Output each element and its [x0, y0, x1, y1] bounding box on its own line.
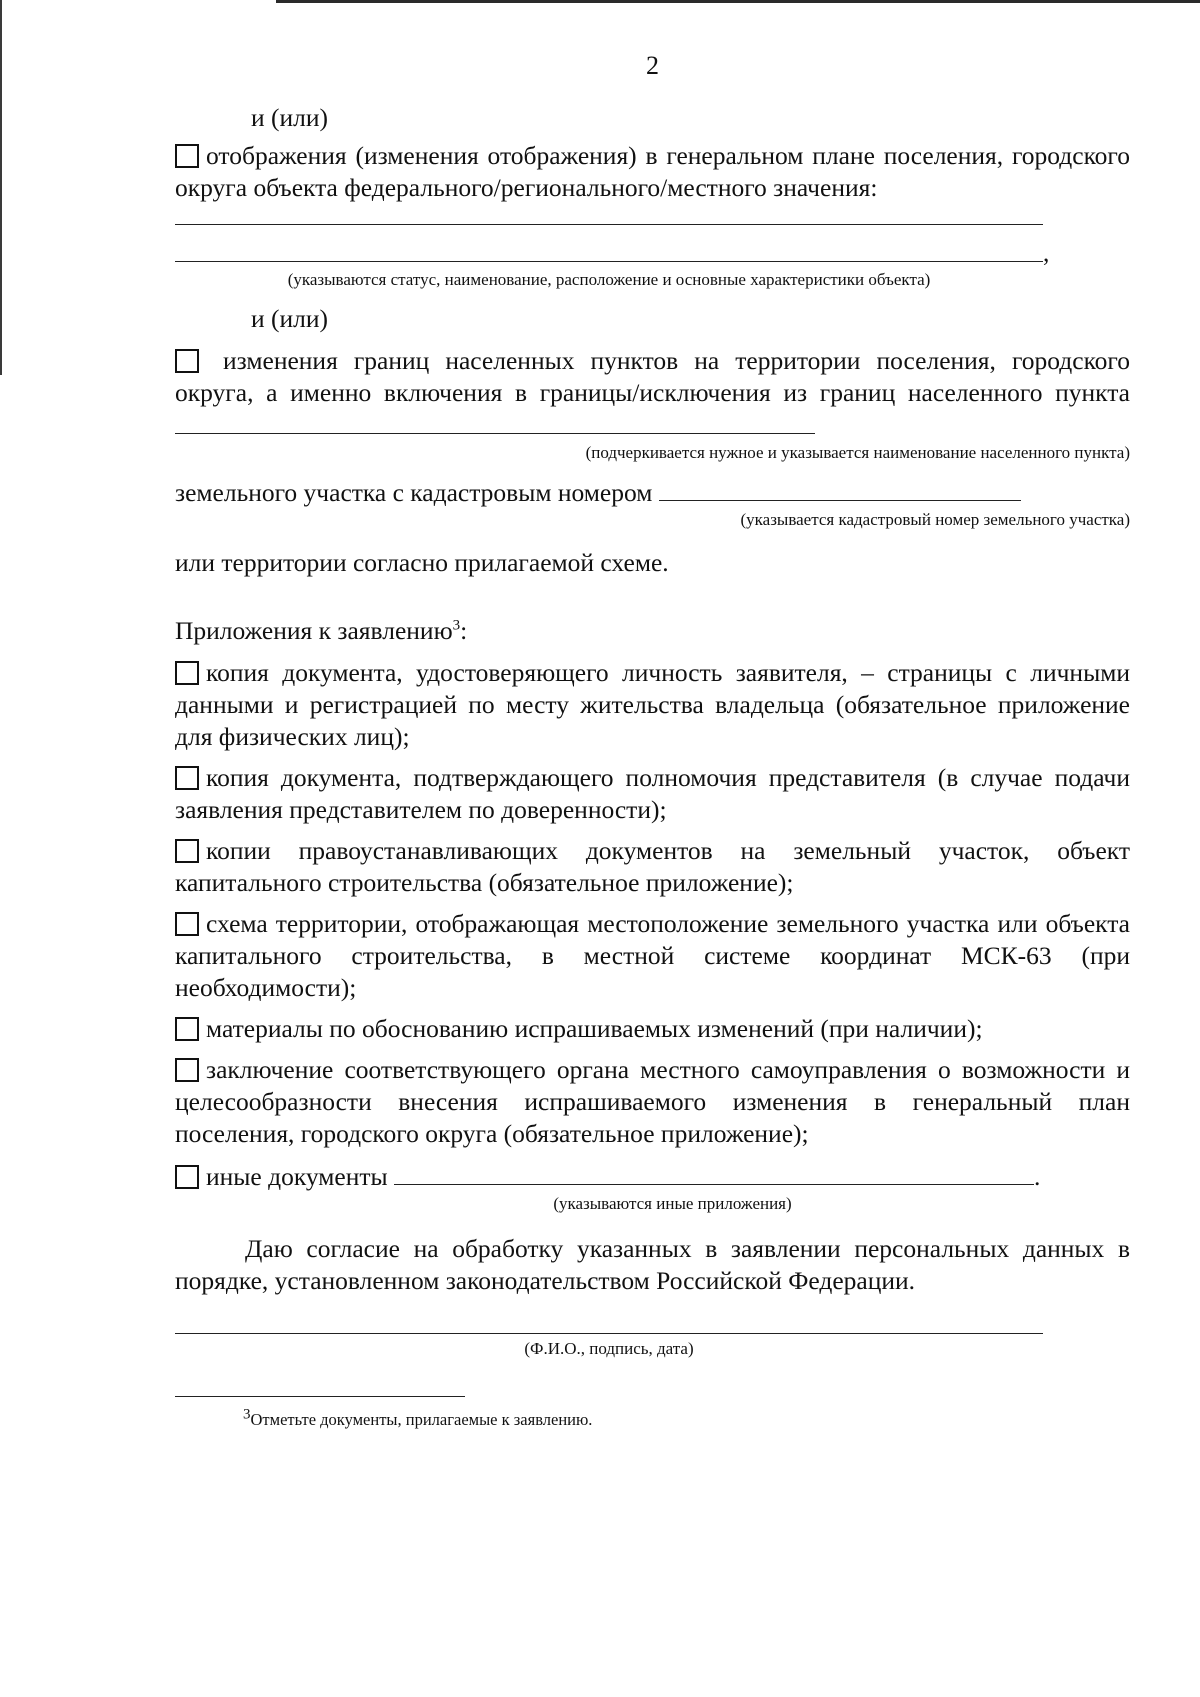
- other-docs-hint: (указываются иные приложения): [553, 1194, 792, 1213]
- attachments-heading: Приложения к заявлению$^3$:: [175, 616, 468, 645]
- cadastral-hint: (указывается кадастровый номер земельного участка): [740, 510, 1130, 529]
- display-fill-line-2[interactable]: [175, 261, 1043, 262]
- footnote: [175, 1406, 1130, 1431]
- scan-top-border: [276, 0, 1200, 3]
- attachment-checkbox[interactable]: [175, 1058, 199, 1082]
- cadastral-fill-line[interactable]: [659, 476, 1021, 501]
- scan-left-border: [0, 0, 2, 375]
- attachment-item: схема территории, отображающая местоположение земельного участка или объекта капитального строительства, в местной системе координат МСК-63 (при необходимости);: [175, 909, 1130, 1002]
- borders-fill-line[interactable]: [175, 409, 815, 434]
- cadastral-label: земельного участка с кадастровым номером: [175, 478, 653, 507]
- display-checkbox[interactable]: [175, 144, 199, 168]
- section-cadastral: [175, 476, 1130, 531]
- footnote-mark: 3: [452, 617, 461, 634]
- borders-checkbox[interactable]: [175, 349, 199, 373]
- display-hint: (указываются статус, наименование, расположение и основные характеристики объекта): [287, 270, 931, 289]
- borders-text: изменения границ населенных пунктов на территории поселения, городского округа, а именно включения в границы/исключения из границ населенного пункта: [175, 346, 1130, 407]
- signature-hint: (Ф.И.О., подпись, дата): [524, 1339, 694, 1358]
- attachment-checkbox[interactable]: [175, 1165, 199, 1189]
- document-page: [175, 40, 1130, 1431]
- borders-hint: (подчеркивается нужное и указывается наименование населенного пункта): [585, 443, 1130, 462]
- attachment-item: копия документа, удостоверяющего личность заявителя, – страницы с личными данными и регистрацией по месту жительства владельца (обязательное приложение для физических лиц);: [175, 658, 1130, 751]
- attachments-section: [175, 615, 1130, 1215]
- attachment-checkbox[interactable]: [175, 912, 199, 936]
- attachment-checkbox[interactable]: [175, 661, 199, 685]
- or-label: и (или): [251, 103, 329, 132]
- section-display: [175, 140, 1130, 291]
- display-trailing-comma: ,: [1043, 238, 1050, 267]
- section-borders: [175, 345, 1130, 464]
- footnote-number: 3: [243, 1406, 251, 1423]
- attachment-item: материалы по обоснованию испрашиваемых изменений (при наличии);: [175, 1013, 1130, 1045]
- attachment-item: заключение соответствующего органа местного самоуправления о возможности и целесообразности внесения испрашиваемого изменения в генеральный план поселения, городского округа (обязательное приложение);: [175, 1055, 1130, 1148]
- display-fill-line-1[interactable]: [175, 224, 1043, 225]
- attachment-checkbox[interactable]: [175, 766, 199, 790]
- display-text: отображения (изменения отображения) в генеральном плане поселения, городского округа объекта федерального/регионального/местного значения:: [175, 141, 1130, 202]
- or-label: и (или): [251, 304, 329, 333]
- other-docs-fill-line[interactable]: [394, 1160, 1034, 1185]
- attachment-item-other: иные документы .: [175, 1160, 1130, 1193]
- page-number: 2: [646, 51, 659, 80]
- attachment-checkbox[interactable]: [175, 1017, 199, 1041]
- signature-line[interactable]: [175, 1333, 1043, 1334]
- attachment-checkbox[interactable]: [175, 839, 199, 863]
- attachment-item: копии правоустанавливающих документов на земельный участок, объект капитального строительства (обязательное приложение);: [175, 836, 1130, 897]
- footnote-text: Отметьте документы, прилагаемые к заявлению.: [250, 1410, 593, 1429]
- attachment-item: копия документа, подтверждающего полномочия представителя (в случае подачи заявления представителем по доверенности);: [175, 763, 1130, 824]
- consent-text: Даю согласие на обработку указанных в заявлении персональных данных в порядке, установленном законодательством Российской Федерации.: [175, 1234, 1130, 1295]
- other-docs-label: иные документы: [206, 1162, 388, 1191]
- footnote-divider: [175, 1396, 465, 1397]
- territory-text: или территории согласно прилагаемой схеме.: [175, 548, 669, 577]
